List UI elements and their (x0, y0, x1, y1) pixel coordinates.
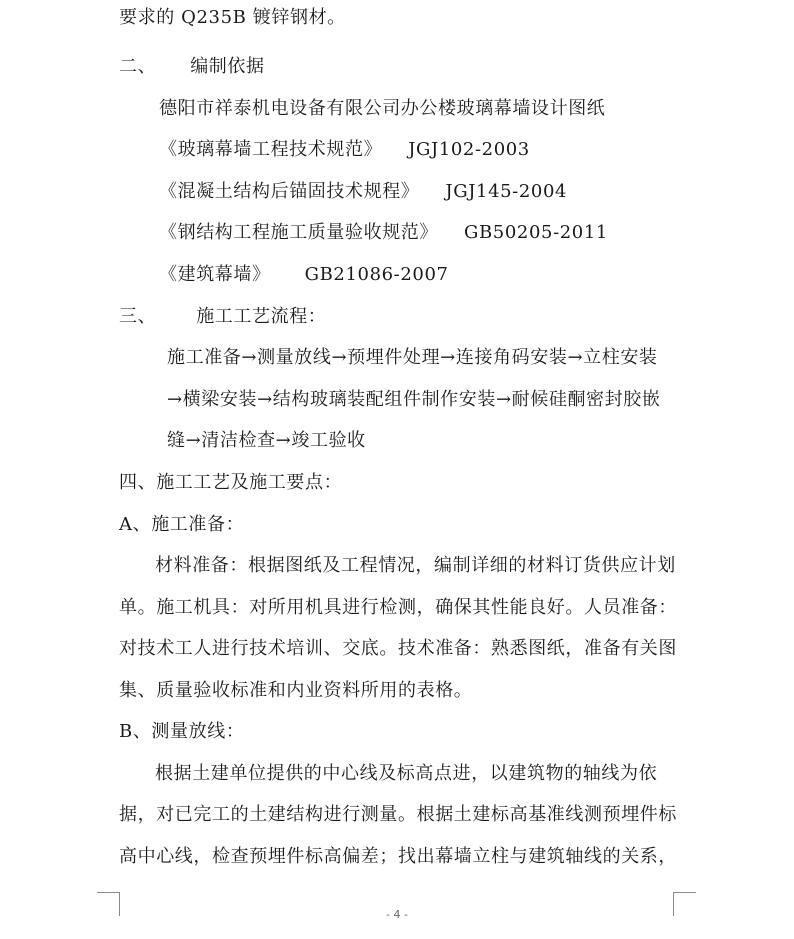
subsection-b-heading: B、测量放线： (119, 721, 245, 742)
text-line-top: 要求的 Q235B 镀锌钢材。 (119, 7, 346, 28)
reference-4-name: 《建筑幕墙》 (159, 264, 271, 285)
section-3-heading (119, 305, 326, 329)
reference-item-4 (159, 263, 449, 287)
reference-item-3 (159, 221, 608, 245)
subsection-b-paragraph-line-1: 根据土建单位提供的中心线及标高点进，以建筑物的轴线为依 (155, 763, 658, 784)
section-3-title: 施工工艺流程： (196, 306, 327, 327)
subsection-a-heading: A、施工准备： (119, 514, 245, 535)
process-flow-line-2: →横梁安装→结构玻璃装配组件制作安装→耐候硅酮密封胶嵌 (167, 389, 661, 410)
section-2-heading (119, 55, 265, 79)
reference-1-name: 《玻璃幕墙工程技术规范》 (159, 139, 383, 160)
subsection-a-paragraph-line-4: 集、质量验收标准和内业资料所用的表格。 (119, 680, 473, 701)
section-2-title: 编制依据 (190, 56, 265, 77)
process-flow-line-3: 缝→清洁检查→竣工验收 (167, 430, 366, 451)
process-flow-line-1: 施工准备→测量放线→预埋件处理→连接角码安装→立柱安装 (167, 347, 658, 368)
reference-3-name: 《钢结构工程施工质量验收规范》 (159, 222, 438, 243)
subsection-b-paragraph-line-2: 据，对已完工的土建结构进行测量。根据土建标高基准线测预埋件标 (119, 804, 677, 825)
subsection-a-paragraph-line-3: 对技术工人进行技术培训、交底。技术准备：熟悉图纸，准备有关图 (119, 638, 677, 659)
section-3-number: 三、 (119, 306, 157, 327)
reference-4-code: GB21086-2007 (304, 264, 449, 285)
reference-2-code: JGJ145-2004 (445, 181, 568, 202)
reference-item-2 (159, 180, 567, 204)
reference-1-code: JGJ102-2003 (408, 139, 530, 160)
section-2-number: 二、 (119, 56, 157, 77)
subsection-a-paragraph-line-1: 材料准备：根据图纸及工程情况，编制详细的材料订货供应计划 (155, 555, 676, 576)
reference-2-name: 《混凝土结构后锚固技术规程》 (159, 181, 420, 202)
reference-item-1 (159, 138, 530, 162)
subsection-a-paragraph-line-2: 单。施工机具：对所用机具进行检测，确保其性能良好。人员准备： (119, 597, 677, 618)
subsection-b-paragraph-line-3: 高中心线，检查预埋件标高偏差；找出幕墙立柱与建筑轴线的关系， (119, 846, 677, 867)
reference-drawings: 德阳市祥泰机电设备有限公司办公楼玻璃幕墙设计图纸 (159, 98, 606, 119)
section-4-heading: 四、施工工艺及施工要点： (119, 472, 343, 493)
reference-3-code: GB50205-2011 (464, 222, 608, 243)
page-number: - 4 - (386, 908, 408, 921)
